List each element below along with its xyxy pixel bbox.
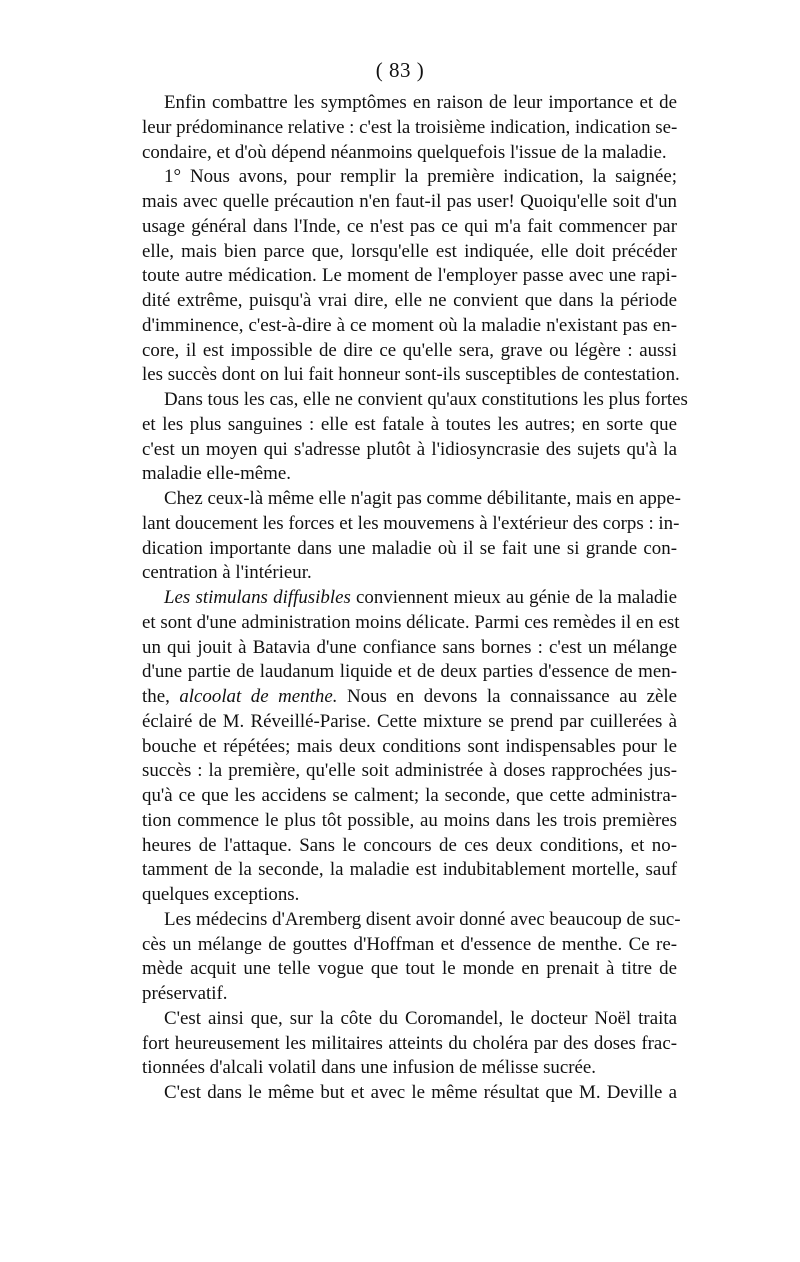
text-line: [142, 339, 677, 364]
line-text: Chez ceux-là même elle n'agit pas comme débilitante, mais en appe-: [164, 488, 681, 509]
line-text: quelques exceptions.: [142, 884, 300, 905]
line-text: tion commence le plus tôt possible, au moins dans les trois premières: [142, 809, 677, 831]
line-text: c'est un moyen qui s'adresse plutôt à l'idiosyncrasie des sujets qu'à la: [142, 438, 677, 460]
line-text: C'est dans le même but et avec le même résultat que M. Deville a: [164, 1082, 677, 1103]
line-text: conviennent mieux au génie de la maladie: [350, 587, 677, 608]
line-text: dication importante dans une maladie où il se fait une si grande con-: [142, 537, 677, 559]
text-line: [142, 883, 677, 908]
text-line: [142, 264, 677, 289]
line-text: C'est ainsi que, sur la côte du Coromandel, le docteur Noël traita: [164, 1007, 677, 1029]
text-line: [142, 240, 677, 265]
text-line: [142, 710, 677, 735]
text-line: [142, 1056, 677, 1081]
text-line: [142, 116, 677, 141]
line-text: cès un mélange de gouttes d'Hoffman et d'essence de menthe. Ce re-: [142, 933, 677, 955]
line-text: fort heureusement les militaires atteints du choléra par des doses frac-: [142, 1032, 677, 1054]
line-text: préservatif.: [142, 983, 228, 1004]
line-text: toute autre médication. Le moment de l'employer passe avec une rapi-: [142, 265, 677, 287]
line-text: centration à l'intérieur.: [142, 562, 312, 584]
line-text: tamment de la seconde, la maladie est indubitablement mortelle, sauf: [142, 859, 677, 881]
text-line: [142, 933, 677, 958]
text-line: [142, 289, 677, 314]
line-text: Les médecins d'Aremberg disent avoir donné avec beaucoup de suc-: [164, 908, 681, 930]
line-text: tionnées d'alcali volatil dans une infusion de mélisse sucrée.: [142, 1057, 597, 1079]
text-line: [142, 784, 677, 809]
line-text: mède acquit une telle vogue que tout le monde en prenait à titre de: [142, 958, 677, 980]
text-line: [142, 636, 677, 661]
text-line: [142, 537, 677, 562]
text-line: [142, 1007, 677, 1032]
text-line: [142, 413, 677, 438]
line-text: d'une partie de laudanum liquide et de deux parties d'essence de men-: [142, 661, 677, 683]
text-line: [142, 586, 677, 611]
text-line: [142, 858, 677, 883]
line-text: mais avec quelle précaution n'en faut-il pas user! Quoiqu'elle soit d'un: [142, 191, 677, 212]
line-text: un qui jouit à Batavia d'une confiance sans bornes : c'est un mélange: [142, 636, 677, 658]
text-line: [142, 834, 677, 859]
line-text: condaire, et d'où dépend néanmoins quelquefois l'issue de la maladie.: [142, 141, 667, 163]
text-line: [142, 363, 680, 388]
line-text: dité extrême, puisqu'à vrai dire, elle ne convient que dans la période: [142, 290, 677, 311]
text-line: [142, 190, 677, 215]
line-text: et les plus sanguines : elle est fatale à toutes les autres; en sorte que: [142, 413, 677, 435]
text-line: [142, 982, 677, 1007]
line-text: qu'à ce que les accidens se calment; la seconde, que cette administra-: [142, 785, 677, 806]
line-text: heures de l'attaque. Sans le concours de ces deux conditions, et no-: [142, 834, 677, 856]
text-line: [142, 165, 677, 190]
text-line: [142, 314, 677, 339]
body-text: [142, 91, 688, 1106]
line-text: core, il est impossible de dire ce qu'elle sera, grave ou légère : aussi: [142, 339, 677, 361]
text-line: [142, 660, 677, 685]
line-text: succès : la première, qu'elle soit administrée à doses rapprochées jus-: [142, 760, 677, 782]
line-text: maladie elle-même.: [142, 463, 291, 485]
text-line: [142, 685, 677, 710]
text-line: [142, 438, 677, 463]
text-line: [142, 611, 680, 636]
text-line: [142, 957, 677, 982]
line-text: Enfin combattre les symptômes en raison de leur importance et de: [164, 92, 677, 113]
line-text: 1° Nous avons, pour remplir la première indication, la saignée;: [164, 166, 677, 188]
line-text: et sont d'une administration moins délicate. Parmi ces remèdes il en est: [142, 611, 680, 633]
line-text: lant doucement les forces et les mouvemens à l'extérieur des corps : in-: [142, 512, 680, 534]
text-line: [142, 735, 677, 760]
text-line: [142, 215, 677, 240]
italic-text: alcoolat de menthe.: [179, 686, 338, 707]
text-line: [142, 1032, 677, 1057]
text-line: [142, 759, 677, 784]
line-text: éclairé de M. Réveillé-Parise. Cette mixture se prend par cuillerées à: [142, 710, 677, 732]
text-line: [142, 512, 680, 537]
text-line: [142, 487, 681, 512]
page-number: ( 83 ): [375, 58, 425, 82]
text-line: [142, 388, 688, 413]
text-line: [142, 809, 677, 834]
line-text: d'imminence, c'est-à-dire à ce moment où la maladie n'existant pas en-: [142, 314, 677, 336]
line-text: bouche et répétées; mais deux conditions sont indispensables pour le: [142, 735, 677, 757]
text-line: [142, 908, 681, 933]
line-text: les succès dont on lui fait honneur sont-ils susceptibles de contestation.: [142, 364, 680, 386]
line-text: the,: [142, 686, 180, 707]
text-line: [142, 561, 677, 586]
text-line: [142, 1081, 677, 1106]
text-line: [142, 91, 677, 116]
line-text: Nous en devons la connaissance au zèle: [337, 686, 677, 707]
line-text: Dans tous les cas, elle ne convient qu'aux constitutions les plus fortes: [164, 389, 688, 410]
line-text: usage général dans l'Inde, ce n'est pas ce qui m'a fait commencer par: [142, 215, 677, 237]
text-line: [142, 141, 677, 166]
line-text: leur prédominance relative : c'est la troisième indication, indication se-: [142, 116, 678, 138]
line-text: elle, mais bien parce que, lorsqu'elle est indiquée, elle doit précéder: [142, 240, 677, 262]
italic-text: Les stimulans diffusibles: [164, 587, 351, 608]
text-line: [142, 462, 677, 487]
